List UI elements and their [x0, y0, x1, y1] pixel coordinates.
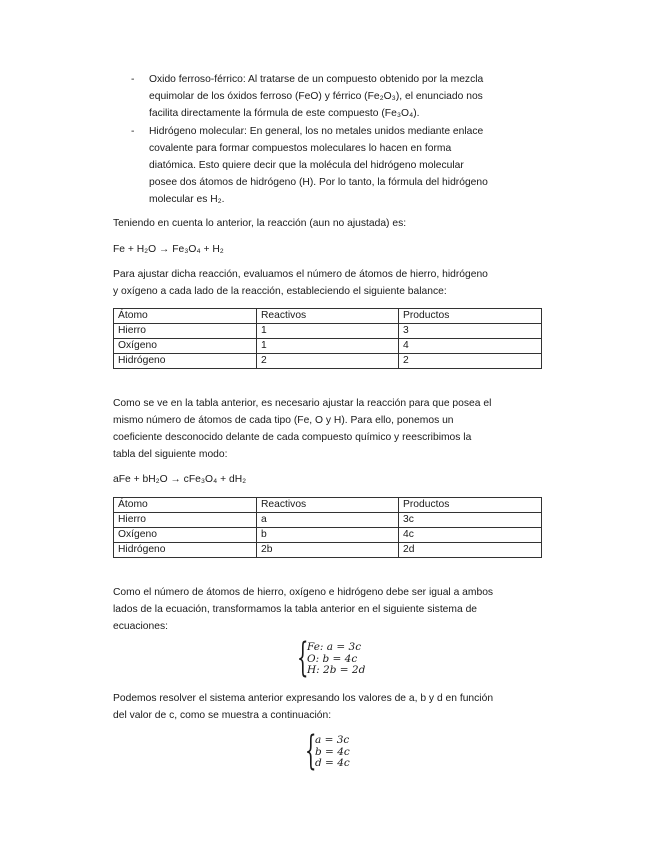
system-equation: b = 4c	[315, 745, 350, 758]
paragraph-line: y oxígeno a cada lado de la reacción, estableciendo el siguiente balance:	[113, 286, 447, 297]
bullet-line: equimolar de los óxidos ferroso (FeO) y férrico (Fe₂O₃), el enunciado nos	[149, 91, 483, 103]
table-cell: 2d	[399, 543, 542, 558]
table-header-cell: Productos	[399, 309, 542, 324]
bullet-line: facilita directamente la fórmula de este compuesto (Fe₃O₄).	[149, 108, 420, 120]
table-cell: b	[257, 528, 399, 543]
table-cell: 1	[257, 339, 399, 354]
table-row	[114, 354, 542, 369]
paragraph-system-intro	[113, 584, 543, 635]
table-cell: Hidrógeno	[114, 354, 257, 369]
bullet-item-hidrogeno	[131, 123, 541, 209]
paragraph-line: Podemos resolver el sistema anterior expresando los valores de a, b y d en función	[113, 693, 494, 704]
table-header-cell: Átomo	[114, 498, 257, 513]
paragraph-line: coeficiente desconocido delante de cada compuesto químico y reescribimos la	[113, 432, 472, 443]
table-cell: 1	[257, 324, 399, 339]
table-row	[114, 528, 542, 543]
table-row	[114, 324, 542, 339]
paragraph-line: Como se ve en la tabla anterior, es necesario ajustar la reacción para que posea el	[113, 398, 492, 409]
bullet-list	[131, 71, 541, 209]
paragraph-line: Para ajustar dicha reacción, evaluamos el número de átomos de hierro, hidrógeno	[113, 269, 488, 280]
bullet-line: diatómica. Esto quiere decir que la molécula del hidrógeno molecular	[149, 160, 464, 172]
table-cell: Oxígeno	[114, 339, 257, 354]
balance-table-1	[113, 308, 542, 369]
table-cell: 3c	[399, 513, 542, 528]
table-header-cell: Reactivos	[257, 498, 399, 513]
table-cell: a	[257, 513, 399, 528]
bullet-item-oxido	[131, 71, 541, 123]
paragraph-adjust	[113, 395, 543, 463]
equation-unbalanced: Fe + H₂O → Fe₃O₄ + H₂	[113, 244, 224, 255]
system-equation: O: b = 4c	[307, 652, 358, 665]
bullet-line: covalente para formar compuestos moleculares lo hacen en forma	[149, 142, 452, 154]
paragraph-line: tabla del siguiente modo:	[113, 449, 228, 460]
table-header-cell: Productos	[399, 498, 542, 513]
table-row	[114, 543, 542, 558]
table-cell: Hierro	[114, 324, 257, 339]
table-row	[114, 339, 542, 354]
brace-symbol: {	[297, 635, 309, 681]
paragraph-balance-intro	[113, 266, 543, 300]
bullet-line: posee dos átomos de hidrógeno (H). Por lo tanto, la fórmula del hidrógeno	[149, 177, 488, 189]
system-equation: a = 3c	[315, 734, 350, 746]
paragraph-line: Como el número de átomos de hierro, oxígeno e hidrógeno debe ser igual a ambos	[113, 587, 494, 598]
paragraph-line: del valor de c, como se muestra a continuación:	[113, 710, 332, 721]
paragraph-line: mismo número de átomos de cada tipo (Fe, O y H). Para ello, ponemos un	[113, 415, 454, 426]
table-cell: 4	[399, 339, 542, 354]
bullet-dash: -	[131, 74, 135, 85]
table-header-row	[114, 498, 542, 513]
bullet-line: Oxido ferroso-férrico: Al tratarse de un compuesto obtenido por la mezcla	[149, 74, 484, 85]
equation-coefficients: aFe + bH₂O → cFe₃O₄ + dH₂	[113, 474, 247, 485]
table-cell: 4c	[399, 528, 542, 543]
equation-system-1	[297, 635, 367, 682]
table-cell: Hierro	[114, 513, 257, 528]
bullet-dash: -	[131, 125, 135, 137]
paragraph-solve-intro	[113, 690, 543, 724]
system-equation: H: 2b = 2d	[307, 664, 366, 676]
balance-table-2	[113, 497, 542, 558]
table-cell: 3	[399, 324, 542, 339]
table-cell: 2b	[257, 543, 399, 558]
paragraph-reaction-intro: Teniendo en cuenta lo anterior, la reacción (aun no ajustada) es:	[113, 218, 407, 229]
table-cell: Hidrógeno	[114, 543, 257, 558]
paragraph-line: lados de la ecuación, transformamos la tabla anterior en el siguiente sistema de	[113, 604, 478, 615]
system-equation: Fe: a = 3c	[307, 641, 362, 653]
table-header-cell: Átomo	[114, 309, 257, 324]
paragraph-line: ecuaciones:	[113, 621, 168, 632]
table-header-row	[114, 309, 542, 324]
bullet-line: molecular es H₂.	[149, 194, 225, 206]
brace-symbol: {	[305, 728, 317, 774]
table-cell: Oxígeno	[114, 528, 257, 543]
bullet-line: Hidrógeno molecular: En general, los no metales unidos mediante enlace	[149, 125, 484, 137]
table-cell: 2	[399, 354, 542, 369]
system-equation: d = 4c	[315, 757, 350, 769]
equation-system-2	[305, 728, 365, 775]
table-header-cell: Reactivos	[257, 309, 399, 324]
table-row	[114, 513, 542, 528]
table-cell: 2	[257, 354, 399, 369]
